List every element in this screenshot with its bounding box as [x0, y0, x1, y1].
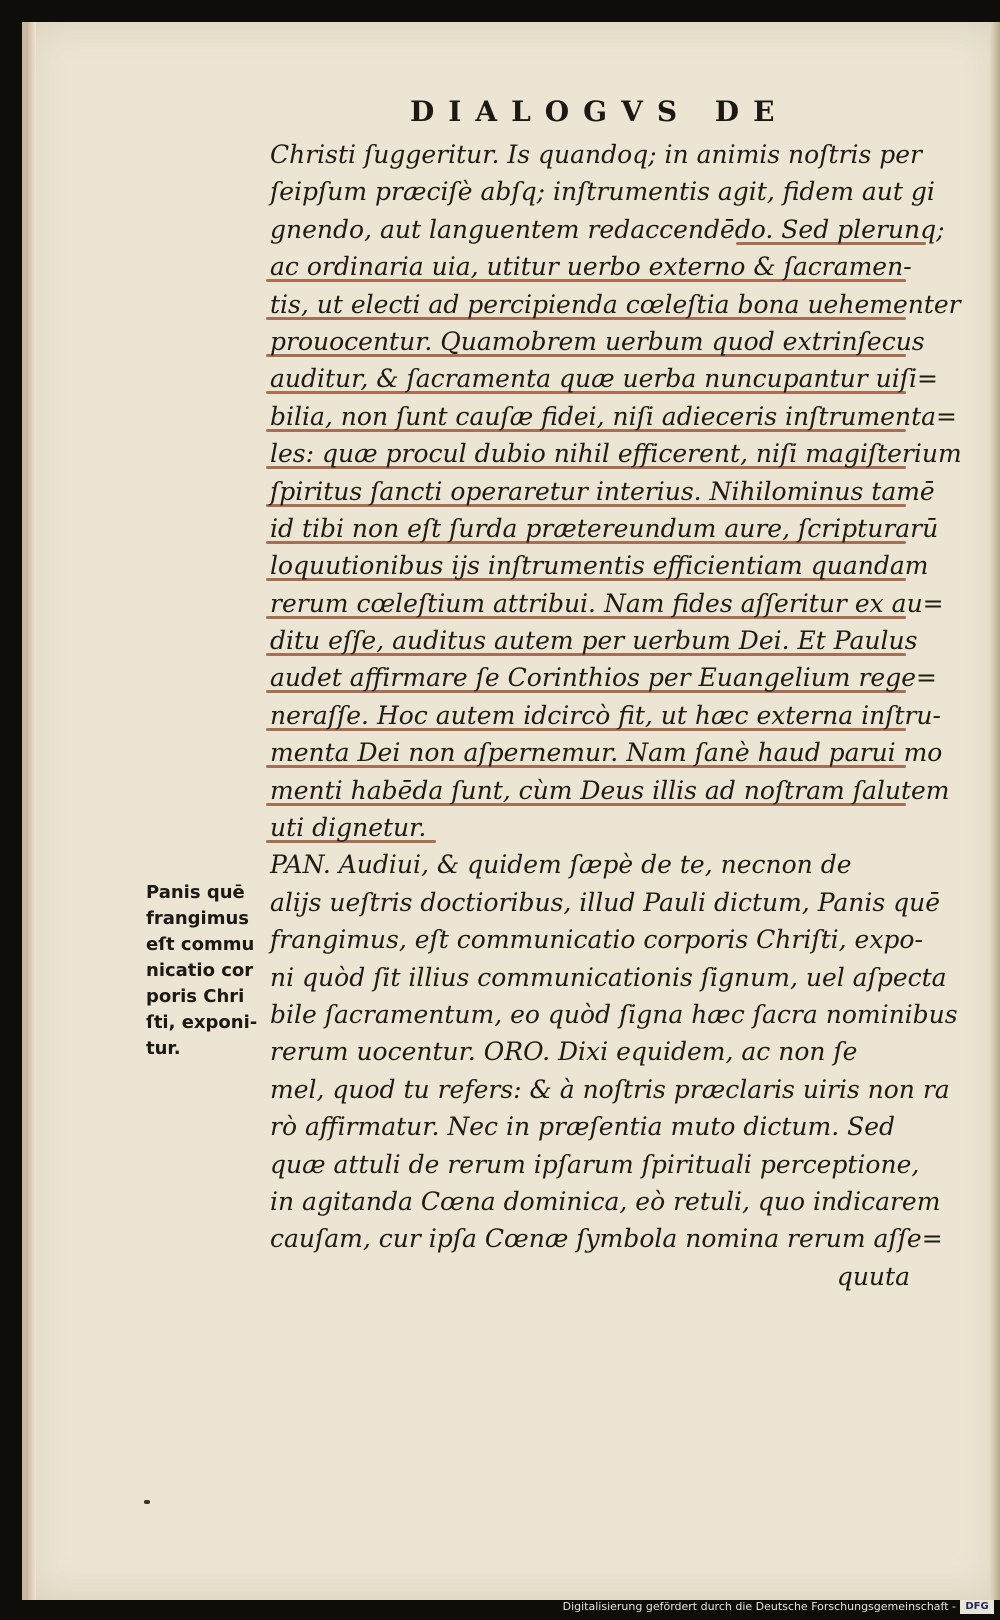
text-line-content: prouocentur. Quamobrem uerbum quod extrinſecus [270, 326, 925, 356]
text-line-content: audet affirmare ſe Corinthios per Euangelium rege= [270, 663, 937, 693]
text-line [270, 809, 940, 846]
text-line [270, 1258, 940, 1295]
page-gutter-edge [28, 22, 36, 1600]
text-line-content: neraſſe. Hoc autem idcircò fit, ut hæc externa inſtru- [270, 700, 941, 730]
text-line-content: ſeipſum præciſè abſq; inſtrumentis agit, fidem aut gi [270, 177, 935, 207]
text-line-content: bile ſacramentum, eo quòd ſigna hæc ſacra nominibus [270, 999, 958, 1029]
text-line [270, 772, 950, 809]
text-line [270, 734, 943, 771]
text-line [270, 1033, 940, 1070]
margin-note-line: nicatio cor [146, 960, 254, 981]
text-line [270, 1183, 940, 1220]
text-line [270, 884, 940, 921]
text-line [270, 659, 940, 696]
margin-note-line: ſti, exponi- [146, 1012, 258, 1033]
text-line-content: les: quæ procul dubio nihil efficerent, niſi magiſterium [270, 439, 962, 469]
text-line-content: mel, quod tu refers: & à noſtris præclaris uiris non ra [270, 1074, 950, 1104]
page-fore-edge [990, 22, 1000, 1600]
text-line-content: ditu eſſe, auditus autem per uerbum Dei. Et Paulus [270, 626, 918, 656]
text-line [270, 1071, 950, 1108]
text-line [270, 435, 962, 472]
text-line [270, 1108, 940, 1145]
text-line [270, 323, 940, 360]
text-line-content: rò affirmatur. Nec in præſentia muto dictum. Sed [270, 1112, 896, 1142]
ink-smudge [144, 1500, 150, 1504]
text-line [270, 173, 940, 210]
text-line-content: bilia, non ſunt cauſæ fidei, niſi adieceris inſtrumenta= [270, 401, 957, 431]
text-line-content: menti habēda ſunt, cùm Deus illis ad noſtram ſalutem [270, 775, 950, 805]
dfg-logo-badge: DFG [960, 1600, 994, 1614]
text-line [270, 360, 940, 397]
text-line-content: quuta [836, 1261, 910, 1291]
text-line-content: auditur, & ſacramenta quæ uerba nuncupantur uiſi= [270, 364, 938, 394]
text-line [270, 136, 940, 173]
text-line-content: cauſam, cur ipſa Cœnæ ſymbola nomina rerum aſſe= [270, 1224, 943, 1254]
text-line [270, 510, 940, 547]
text-line [270, 996, 958, 1033]
text-line-content: Christi ſuggeritur. Is quandoq; in animis noſtris per [270, 140, 922, 169]
text-line-content: quæ attuli de rerum ipſarum ſpirituali perceptione, [270, 1149, 920, 1179]
text-line-content: gnendo, aut languentem redaccendēdo. Sed plerunq; [270, 214, 945, 244]
text-line-content: uti dignetur. [270, 813, 427, 843]
text-line-content: loquutionibus ijs inſtrumentis efficientiam quandam [270, 551, 929, 581]
text-line [270, 697, 940, 734]
text-line [270, 286, 961, 323]
digitization-credit: Digitalisierung gefördert durch die Deutsche Forschungsgemeinschaft - [562, 1600, 956, 1613]
text-line [270, 211, 945, 248]
text-line [270, 248, 940, 285]
text-line [270, 846, 940, 883]
text-line [270, 585, 944, 622]
text-line [270, 959, 947, 996]
text-line [270, 921, 940, 958]
text-line [270, 547, 940, 584]
text-line-content: id tibi non eſt ſurda prætereundum aure, ſcripturarū [270, 513, 939, 543]
text-line [270, 1146, 940, 1183]
margin-note-line: eſt commu [146, 934, 255, 955]
margin-note-line: Panis quē [146, 882, 245, 903]
text-line-content: frangimus, eſt communicatio corporis Chriſti, expo- [270, 925, 923, 955]
running-head: DIALOGVS DE [410, 95, 789, 128]
margin-note-line: poris Chri [146, 986, 245, 1007]
text-line-content: rerum cœleſtium attribui. Nam fides aſſeritur ex au= [270, 588, 944, 618]
margin-note-line: tur. [146, 1038, 181, 1059]
text-line-content: alijs ueſtris doctioribus, illud Pauli dictum, Panis quē [270, 887, 941, 917]
text-line-content: tis, ut electi ad percipienda cœleſtia bona uehementer [270, 289, 961, 319]
margin-note-line: frangimus [146, 908, 250, 929]
text-line-content: ac ordinaria uia, utitur uerbo externo & ſacramen- [270, 252, 912, 282]
body-text-block [270, 136, 962, 1295]
margin-note [146, 880, 268, 1062]
text-line-content: ſpiritus ſancti operaretur interius. Nihilominus tamē [270, 476, 935, 506]
text-line-content: ni quòd ſit illius communicationis ſignum, uel aſpecta [270, 962, 947, 992]
text-line-content: menta Dei non aſpernemur. Nam ſanè haud parui mo [270, 738, 943, 768]
text-line [270, 622, 940, 659]
text-line-content: PAN. Audiui, & quidem ſæpè de te, necnon de [270, 850, 852, 880]
text-line [270, 1220, 943, 1257]
text-line [270, 398, 957, 435]
text-line-content: rerum uocentur. ORO. Dixi equidem, ac non ſe [270, 1037, 858, 1067]
text-line [270, 473, 940, 510]
text-line-content: in agitanda Cœna dominica, eò retuli, quo indicarem [270, 1186, 941, 1216]
